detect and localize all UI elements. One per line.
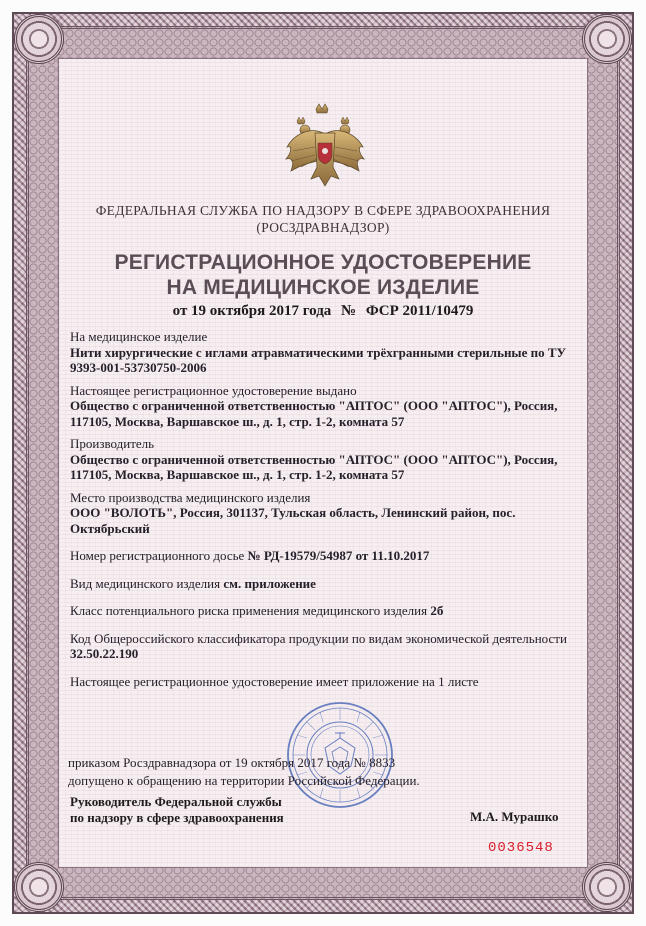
issued-label: Настоящее регистрационное удостоверение выдано: [70, 382, 357, 398]
device-value: Нити хирургические с иглами атравматическими трёхгранными стерильные по ТУ 9393-001-53730750-2006: [70, 344, 567, 375]
issued-section: [70, 383, 580, 430]
manufacturer-value: Общество с ограниченной ответственностью "АПТОС" (ООО "АПТОС"), Россия, 117105, Москва, Варшавское ш., д. 1, стр. 1-2, комната 57: [70, 451, 558, 482]
agency-header: [60, 202, 586, 236]
signer-name: М.А. Мурашко: [470, 809, 559, 824]
title-line-1: РЕГИСТРАЦИОННОЕ УДОСТОВЕРЕНИЕ: [114, 251, 532, 274]
dossier-section: [70, 548, 580, 564]
corner-rosette-icon: [582, 862, 632, 912]
production-place-section: [70, 490, 580, 537]
certificate-number: ФСР 2011/10479: [365, 303, 474, 319]
title-line-2: НА МЕДИЦИНСКОЕ ИЗДЕЛИЕ: [166, 276, 480, 299]
head-title: [70, 794, 284, 826]
production-place-label: Место производства медицинского изделия: [70, 489, 311, 505]
dossier-label: Номер регистрационного досье: [70, 548, 245, 563]
order-line-1: приказом Росздравнадзора от 19 октября 2017 года № 8833: [68, 755, 396, 770]
risk-class-value: 2б: [430, 603, 444, 618]
agency-abbreviation: (РОСЗДРАВНАДЗОР): [256, 220, 390, 235]
certificate-date: от 19 октября 2017 года: [172, 303, 332, 319]
head-title-line-1: Руководитель Федеральной службы: [70, 794, 282, 809]
production-place-value: ООО "ВОЛОТЬ", Россия, 301137, Тульская область, Ленинский район, пос. Октябрьский: [70, 505, 516, 536]
double-headed-eagle-emblem-icon: [283, 103, 367, 199]
corner-rosette-icon: [14, 862, 64, 912]
kind-section: [70, 576, 580, 592]
serial-number: 0036548: [488, 840, 554, 856]
kind-label: Вид медицинского изделия: [70, 575, 221, 591]
order-line-2: допущено к обращению на территории Российской Федерации.: [68, 773, 420, 788]
manufacturer-label: Производитель: [70, 436, 155, 451]
certificate-fields: [70, 329, 580, 696]
device-label: На медицинское изделие: [70, 329, 208, 344]
okp-value: 32.50.22.190: [70, 646, 139, 661]
kind-value: см. приложение: [223, 575, 316, 591]
okp-label: Код Общероссийского классификатора продукции по видам экономической деятельности: [70, 630, 567, 646]
risk-class-label: Класс потенциального риска применения медицинского изделия: [70, 603, 428, 618]
number-sign: №: [341, 303, 357, 319]
dossier-value: № РД-19579/54987 от 11.10.2017: [247, 548, 430, 563]
appendix-note: Настоящее регистрационное удостоверение имеет приложение на 1 листе: [70, 673, 479, 689]
document-title: [60, 250, 586, 300]
device-section: [70, 329, 580, 376]
issued-value: Общество с ограниченной ответственностью "АПТОС" (ООО "АПТОС"), Россия, 117105, Москва, Варшавское ш., д. 1, стр. 1-2, комната 57: [70, 398, 558, 429]
certificate-date-number: [60, 303, 586, 320]
okp-section: [70, 631, 580, 662]
order-note: [68, 754, 420, 790]
agency-name: ФЕДЕРАЛЬНАЯ СЛУЖБА ПО НАДЗОРУ В СФЕРЕ ЗДРАВООХРАНЕНИЯ: [95, 203, 551, 218]
head-title-line-2: по надзору в сфере здравоохранения: [70, 810, 284, 825]
manufacturer-section: [70, 436, 580, 483]
corner-rosette-icon: [14, 14, 64, 64]
corner-rosette-icon: [582, 14, 632, 64]
risk-class-section: [70, 603, 580, 619]
